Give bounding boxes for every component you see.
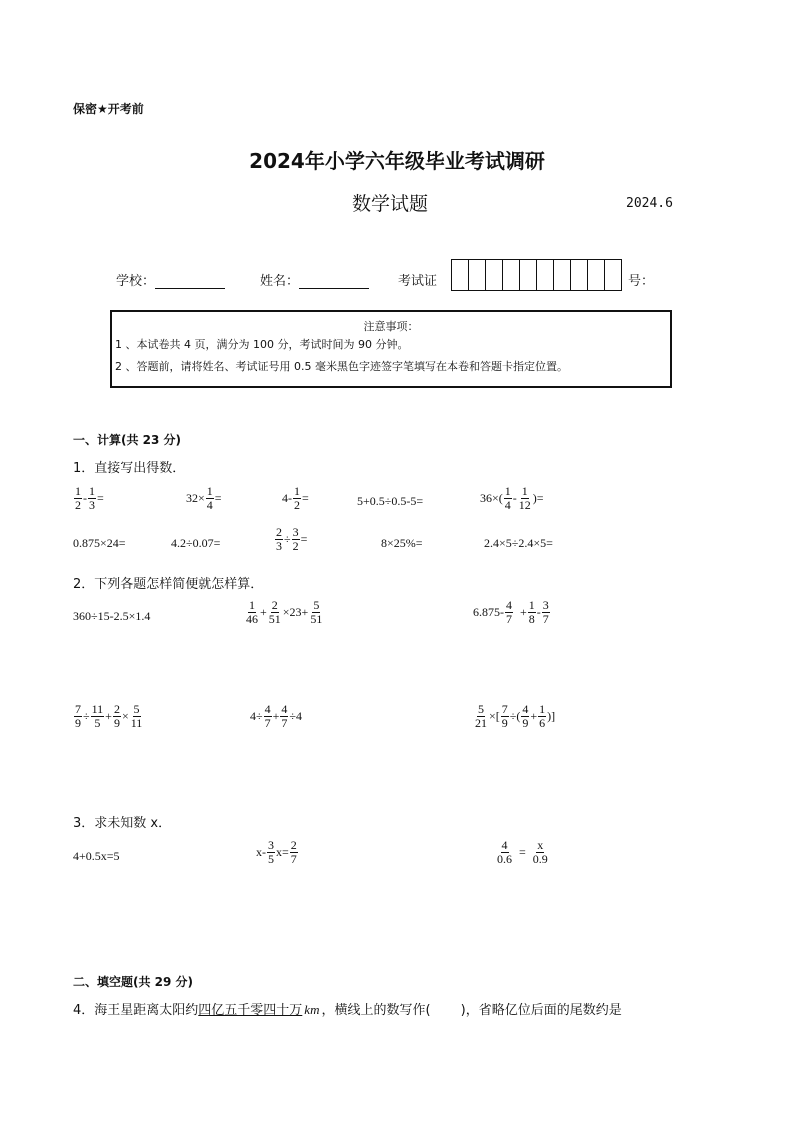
q1-expr-9: 8×25%= bbox=[381, 536, 423, 550]
page-title: 2024年小学六年级毕业考试调研 bbox=[249, 149, 545, 173]
id-box[interactable] bbox=[553, 259, 571, 291]
id-box[interactable] bbox=[519, 259, 537, 291]
id-suffix-label: 号： bbox=[628, 274, 655, 289]
notice-line-1: 1 、本试卷共 4 页，满分为 100 分，考试时间为 90 分钟。 bbox=[115, 338, 409, 351]
q1-expr-2: 32× $\frac{1}{4}$ = bbox=[186, 484, 222, 512]
q2-expr-1: 360÷15-2.5×1.4 bbox=[73, 609, 151, 623]
question-3-title: 3．求未知数 x． bbox=[73, 816, 172, 831]
id-box[interactable] bbox=[587, 259, 605, 291]
confidential-label: 保密★开考前 bbox=[73, 102, 144, 116]
q1-expr-10: 2.4×5÷2.4×5= bbox=[484, 536, 553, 550]
exam-date: 2024.6 bbox=[626, 196, 673, 211]
school-field[interactable] bbox=[116, 270, 225, 289]
id-box[interactable] bbox=[451, 259, 469, 291]
q2-expr-2: $\frac{1}{46}$ + $\frac{2}{51}$ ×23+ $\frac{5}{51}$ bbox=[246, 598, 323, 626]
q3-expr-1: 4+0.5x=5 bbox=[73, 849, 120, 863]
id-box[interactable] bbox=[570, 259, 588, 291]
notice-box bbox=[110, 310, 672, 388]
q1-expr-1: $\frac{1}{2}$ - $\frac{1}{3}$ = bbox=[75, 484, 104, 512]
notice-title: 注意事项： bbox=[363, 320, 419, 333]
id-number-boxes[interactable] bbox=[452, 259, 622, 291]
q2-expr-3: 6.875- $\frac{4}{7}$ + $\frac{1}{8}$ - $\frac{3}{7}$ bbox=[473, 598, 549, 626]
id-box[interactable] bbox=[468, 259, 486, 291]
q1-expr-6: 0.875×24= bbox=[73, 536, 126, 550]
q3-expr-3: $\frac{4}{0.6}$ = $\frac{x}{0.9}$ bbox=[497, 838, 548, 866]
q4-underlined-number: 四亿五千零四十万 bbox=[198, 1003, 303, 1018]
id-box[interactable] bbox=[502, 259, 520, 291]
question-1-title: 1．直接写出得数． bbox=[73, 461, 186, 476]
question-4: 4．海王星距离太阳约四亿五千零四十万 km ，横线上的数写作( )，省略亿位后面的尾数约是 bbox=[73, 1002, 622, 1018]
q1-expr-8: $\frac{2}{3}$ ÷ $\frac{3}{2}$ = bbox=[276, 525, 308, 553]
page-subtitle: 数学试题 bbox=[352, 193, 429, 215]
id-label: 考试证 bbox=[398, 274, 438, 289]
q1-expr-7: 4.2÷0.07= bbox=[171, 536, 221, 550]
q1-expr-5: 36×( $\frac{1}{4}$ - $\frac{1}{12}$ )= bbox=[480, 484, 544, 512]
notice-line-2: 2 、答题前，请将姓名、考试证号用 0.5 毫米黑色字迹签字笔填写在本卷和答题卡指定位置。 bbox=[115, 360, 568, 373]
q2-expr-4: $\frac{7}{9}$ ÷ $\frac{11}{5}$ + $\frac{2}{9}$ × $\frac{5}{11}$ bbox=[75, 702, 143, 730]
question-2-title: 2．下列各题怎样简便就怎样算． bbox=[73, 577, 264, 592]
name-field[interactable] bbox=[260, 270, 369, 289]
section-1-heading: 一、计算(共 23 分) bbox=[73, 433, 182, 447]
q3-expr-2: x- $\frac{3}{5}$ x= $\frac{2}{7}$ bbox=[256, 838, 297, 866]
q4-unit: km bbox=[304, 1002, 320, 1017]
school-label: 学校： bbox=[116, 274, 156, 289]
name-label: 姓名： bbox=[260, 274, 300, 289]
q1-expr-3: 4- $\frac{1}{2}$ = bbox=[282, 484, 309, 512]
q2-expr-6: $\frac{5}{21}$ ×[ $\frac{7}{9}$ ÷( $\frac{4}{9}$ + $\frac{1}{6}$ )] bbox=[475, 702, 556, 730]
id-box[interactable] bbox=[536, 259, 554, 291]
name-blank[interactable] bbox=[299, 276, 369, 289]
q2-expr-5: 4÷ $\frac{4}{7}$ + $\frac{4}{7}$ ÷4 bbox=[250, 702, 302, 730]
section-2-heading: 二、填空题(共 29 分) bbox=[73, 975, 194, 989]
id-box[interactable] bbox=[485, 259, 503, 291]
q1-expr-4: 5+0.5÷0.5-5= bbox=[357, 494, 424, 508]
school-blank[interactable] bbox=[155, 276, 225, 289]
id-box[interactable] bbox=[604, 259, 622, 291]
